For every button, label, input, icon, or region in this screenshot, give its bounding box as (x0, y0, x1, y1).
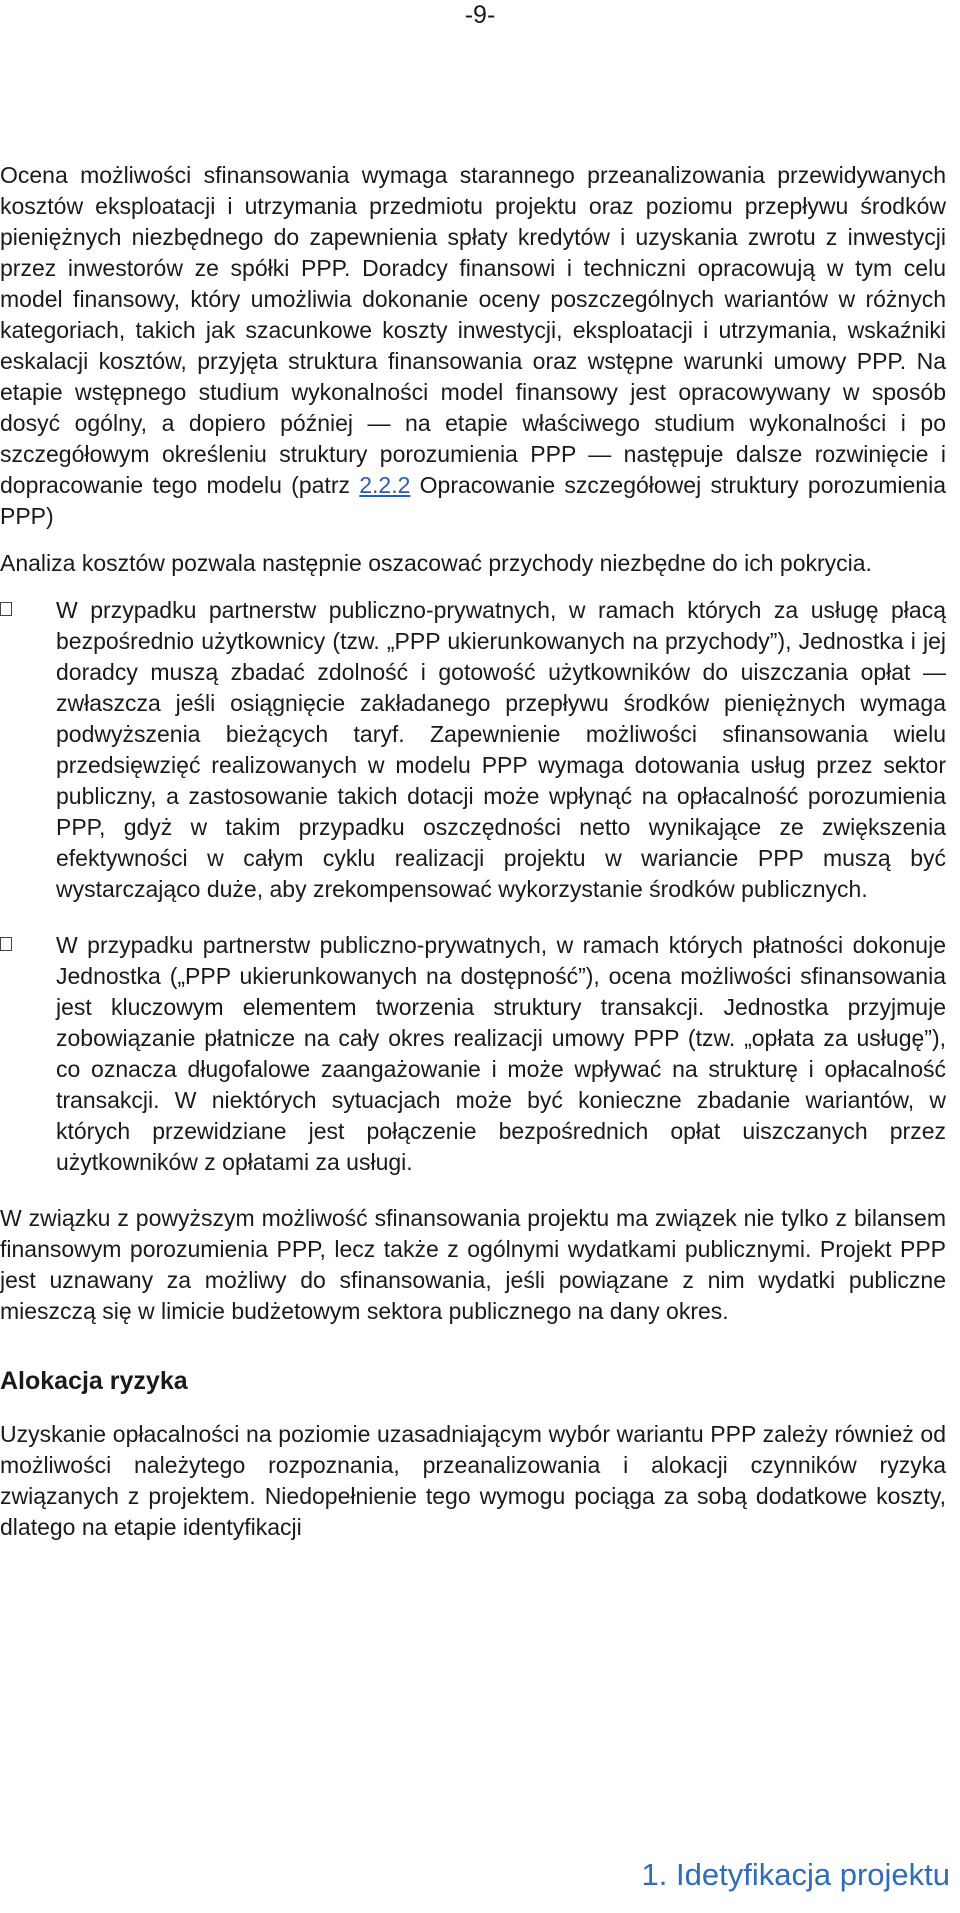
paragraph-financing-text: Ocena możliwości sfinansowania wymaga starannego przeanalizowania przewidywanych kosztów eksploatacji i utrzymania przedmiotu projektu oraz poziomu przepływu środków pieniężnych niezbędnego do zapewnienia spłaty kredytów i uzyskania zwrotu z inwestycji przez inwestorów ze spółki PPP. Doradcy finansowi i techniczni opracowują w tym celu model finansowy, który umożliwia dokonanie oceny poszczególnych wariantów w różnych kategoriach, takich jak szacunkowe koszty inwestycji, eksploatacji i utrzymania, wskaźniki eskalacji kosztów, przyjęta struktura finansowania oraz wstępne warunki umowy PPP. Na etapie wstępnego studium wykonalności model finansowy jest opracowywany w sposób dosyć ogólny, a dopiero później — na etapie właściwego studium wykonalności i po szczegółowym określeniu struktury porozumienia PPP — następuje dalsze rozwinięcie i dopracowanie tego modelu (patrz (0, 162, 946, 498)
paragraph-public-spending: W związku z powyższym możliwość sfinansowania projektu ma związek nie tylko z bilansem finansowym porozumienia PPP, lecz także z ogólnymi wydatkami publicznymi. Projekt PPP jest uznawany za możliwy do sfinansowania, jeśli powiązane z nim wydatki publiczne mieszczą się w limicie budżetowym sektora publicznego na dany okres. (0, 1205, 946, 1324)
section-heading: Alokacja ryzyka (0, 1367, 188, 1395)
paragraph-financing (0, 160, 946, 532)
document-body (0, 160, 946, 1559)
page-number: -9- (464, 1, 496, 29)
list-item (0, 930, 946, 1178)
paragraph-risk-allocation: Uzyskanie opłacalności na poziomie uzasadniającym wybór wariantu PPP zależy również od możliwości należytego rozpoznania, przeanalizowania i alokacji czynników ryzyka związanych z projektem. Niedopełnienie tego wymogu pociąga za sobą dodatkowe koszty, dlatego na etapie identyfikacji (0, 1421, 946, 1540)
bullet-list (0, 595, 946, 1178)
paragraph-financing-text-end: Opracowanie szczegółowej struktury porozumienia PPP) (0, 472, 946, 529)
list-item-text: W przypadku partnerstw publiczno-prywatnych, w ramach których płatności dokonuje Jednostka („PPP ukierunkowanych na dostępność”), ocena możliwości sfinansowania jest kluczowym elementem tworzenia struktury transakcji. Jednostka przyjmuje zobowiązanie płatnicze na cały okres realizacji umowy PPP (tzw. „opłata za usługę”), co oznacza długofalowe zaangażowanie i może wpływać na strukturę i opłacalność transakcji. W niektórych sytuacjach może być konieczne zbadanie wariantów, w których przewidziane jest połączenie bezpośrednich opłat uiszczanych przez użytkowników z opłatami za usługi. (56, 932, 946, 1175)
square-bullet-icon (0, 937, 12, 951)
list-item (0, 595, 946, 905)
footer-chapter-title: 1. Idetyfikacja projektu (641, 1857, 950, 1892)
section-reference-link[interactable]: 2.2.2 (359, 472, 411, 498)
list-item-text: W przypadku partnerstw publiczno-prywatnych, w ramach których za usługę płacą bezpośrednio użytkownicy (tzw. „PPP ukierunkowanych na przychody”), Jednostka i jej doradcy muszą zbadać zdolność i gotowość użytkowników do uiszczania opłat — zwłaszcza jeśli osiągnięcie zakładanego przepływu środków pieniężnych wymaga podwyższenia bieżących taryf. Zapewnienie możliwości sfinansowania wielu przedsięwzięć realizowanych w modelu PPP wymaga dotowania usług przez sektor publiczny, a zastosowanie takich dotacji może wpłynąć na opłacalność porozumienia PPP, gdyż w takim przypadku oszczędności netto wynikające ze zwiększenia efektywności w całym cyklu realizacji projektu w wariancie PPP muszą być wystarczająco duże, aby zrekompensować wykorzystanie środków publicznych. (56, 597, 946, 902)
paragraph-cost-analysis: Analiza kosztów pozwala następnie oszacować przychody niezbędne do ich pokrycia. (0, 550, 872, 576)
square-bullet-icon (0, 602, 12, 616)
